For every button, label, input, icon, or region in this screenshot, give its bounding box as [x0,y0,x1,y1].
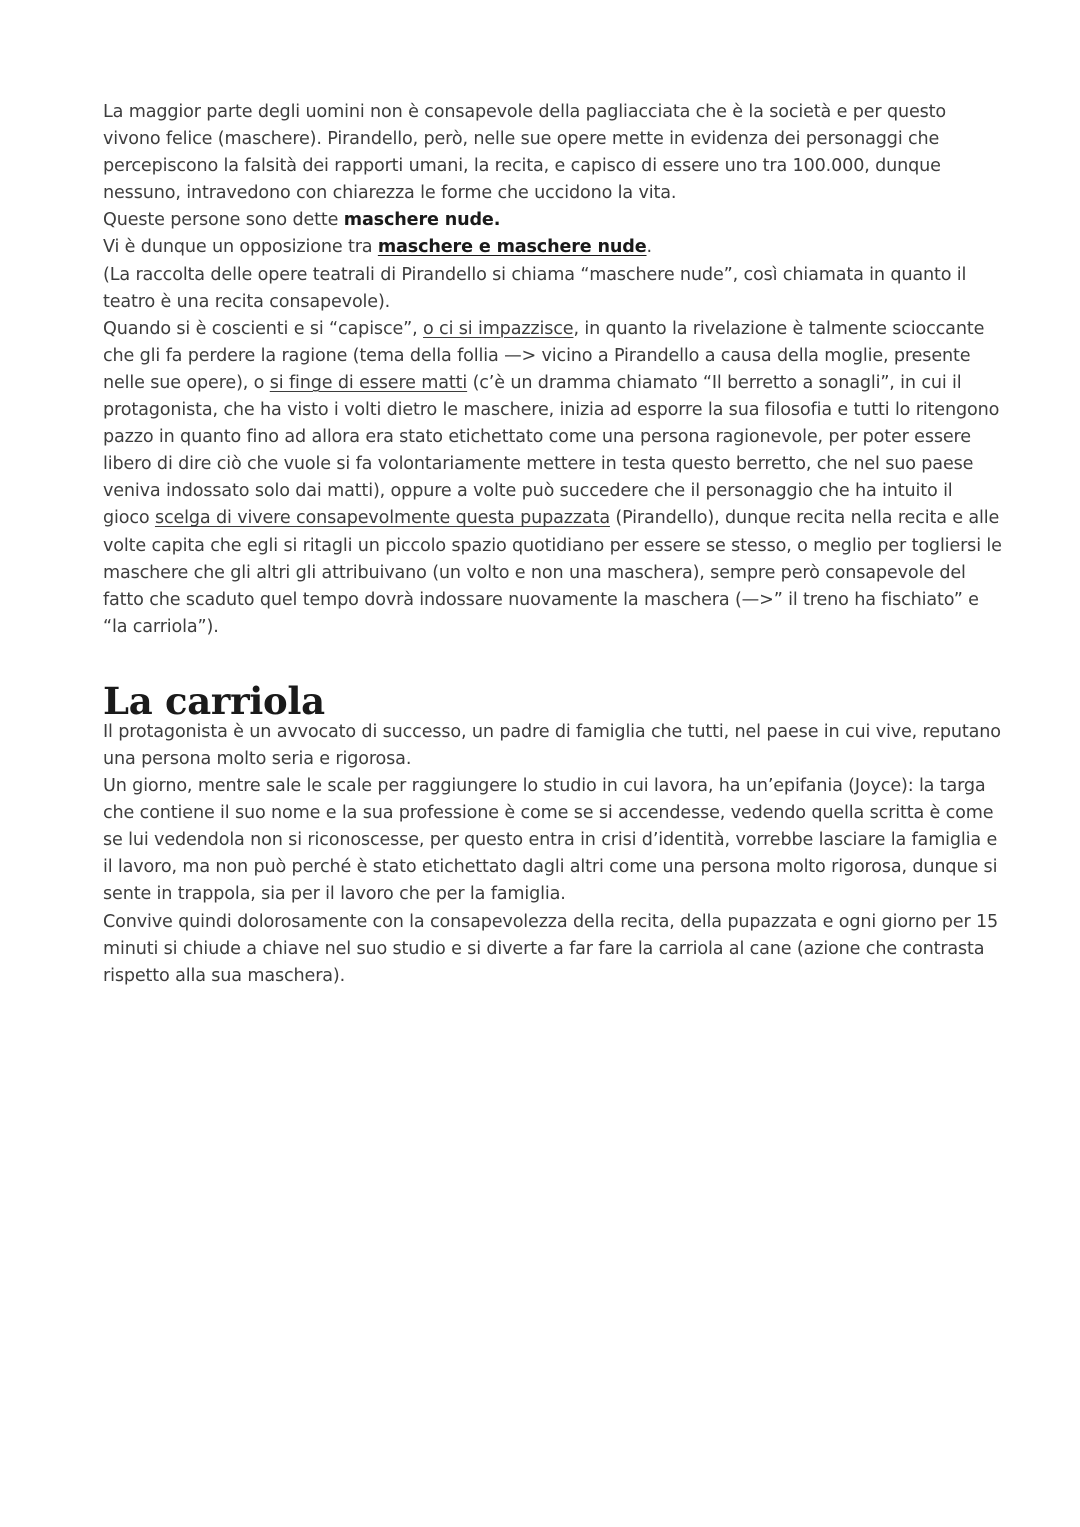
section-paragraph-2: Un giorno, mentre sale le scale per raggiungere lo studio in cui lavora, ha un’epifania (Joyce): la targa che contiene il suo nome e la sua professione è come se si accendesse, vedendo quella scritta è come se lui vedendola non si riconoscesse, per questo entra in crisi d’identità, vorrebbe lasciare la famiglia e il lavoro, ma non può perché è stato etichettato dagli altri come una persona molto rigorosa, dunque si sente in trappola, sia per il lavoro che per la famiglia. [103,776,998,905]
document-page [103,99,1003,990]
maschere-nude-bold: maschere nude. [343,210,501,231]
section-title: La carriola [103,678,325,723]
intro-paragraph-2-text: Queste persone sono dette [103,210,344,231]
intro-paragraph-4: (La raccolta delle opere teatrali di Pirandello si chiama “maschere nude”, così chiamata in quanto il teatro è una recita consapevole). [103,264,967,312]
underlined-impazzisce: o ci si impazzisce [423,318,574,339]
intro-paragraph-3-period: . [646,237,652,258]
section-paragraph-3: Convive quindi dolorosamente con la consapevolezza della recita, della pupazzata e ogni giorno per 15 minuti si chiude a chiave nel suo studio e si diverte a far fare la carriola al cane (azione che contrasta rispetto alla sua maschera). [103,911,999,986]
intro-paragraph-5 [103,316,1003,641]
underlined-finge-matti: si finge di essere matti [269,372,468,393]
intro-paragraph-2 [103,207,1003,234]
intro-paragraph-3-text: Vi è dunque un opposizione tra [103,237,378,258]
section-paragraph-1: Il protagonista è un avvocato di successo, un padre di famiglia che tutti, nel paese in cui vive, reputano una persona molto seria e rigorosa. [103,721,1001,769]
intro-paragraph-5-text-b: , in quanto la rivelazione è talmente scioccante che gli fa perdere la ragione (tema della follia —> vicino a Pirandello a causa della moglie, presente nelle sue opere), o [103,318,985,393]
underlined-pupazzata: scelga di vivere consapevolmente questa pupazzata [154,508,610,529]
intro-paragraph-1: La maggior parte degli uomini non è consapevole della pagliacciata che è la società e per questo vivono felice (maschere). Pirandello, però, nelle sue opere mette in evidenza dei personaggi che percepiscono la falsità dei rapporti umani, la recita, e capisco di essere uno tra 100.000, dunque nessuno, intravedono con chiarezza le forme che uccidono la vita. [103,102,947,204]
intro-paragraph-5-text-d: (Pirandello), dunque recita nella recita e alle volte capita che egli si ritagli un piccolo spazio quotidiano per essere se stesso, o meglio per togliersi le maschere che gli altri gli attribuivano (un volto e non una maschera), sempre però consapevole del fatto che scaduto quel tempo dovrà indossare nuovamente la maschera (—>” il treno ha fischiato” e “la carriola”). [103,508,1002,637]
opposition-bold-underlined: maschere e maschere nude [377,237,647,258]
intro-paragraph-3 [103,234,1003,261]
intro-paragraph-5-text-a: Quando si è coscienti e si “capisce”, [103,318,423,339]
intro-paragraph-5-text-c: (c’è un dramma chiamato “Il berretto a sonagli”, in cui il protagonista, che ha visto i volti dietro le maschere, inizia ad esporre la sua filosofia e tutti lo ritengono pazzo in quanto fino ad allora era stato etichettato come una persona ragionevole, per poter essere libero di dire ciò che vuole si fa volontariamente mettere in testa questo berretto, che nel suo paese veniva indossato solo dai matti), oppure a volte può succedere che il personaggio che ha intuito il gioco [103,372,1000,529]
